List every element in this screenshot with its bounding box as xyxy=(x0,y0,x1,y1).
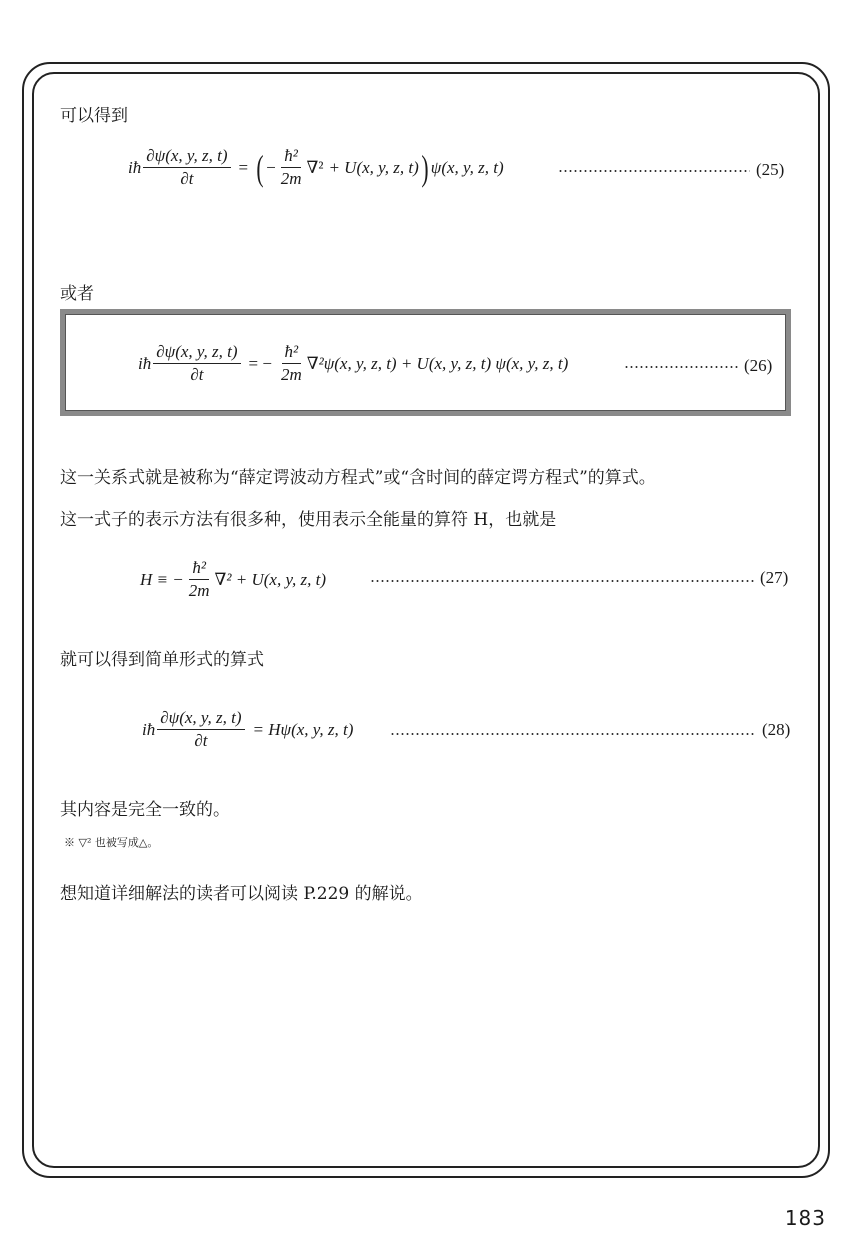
eq25-lhs-num: ∂ψ(x, y, z, t) xyxy=(143,146,230,168)
intro-text-3: 就可以得到简单形式的算式 xyxy=(60,650,264,670)
eq25-number: (25) xyxy=(756,160,785,179)
paragraph-1: 这一关系式就是被称为“薛定谔波动方程式”或“含时间的薛定谔方程式”的算式。 xyxy=(60,468,656,488)
eq28-lhs-prefix: iħ xyxy=(142,719,156,739)
eq26-lhs-num: ∂ψ(x, y, z, t) xyxy=(153,342,240,364)
eq26-hbar-den: 2m xyxy=(280,365,302,384)
eq27-lhs: H ≡ − xyxy=(140,569,184,589)
eq26-hbar-fraction xyxy=(278,342,305,385)
equation-28 xyxy=(142,708,353,751)
eq28-leader-dots xyxy=(390,733,756,735)
eq25-wavefunction: ψ(x, y, z, t) xyxy=(430,157,504,177)
page-frame-inner xyxy=(32,72,820,1168)
eq26-lhs-den: ∂t xyxy=(190,365,204,384)
eq25-potential: + U(x, y, z, t) xyxy=(328,157,419,177)
eq26-leader-dots xyxy=(624,366,738,368)
eq25-lhs-den: ∂t xyxy=(180,169,194,188)
equation-26 xyxy=(138,342,568,385)
eq27-hbar-fraction xyxy=(186,558,213,601)
eq26-equals: = − xyxy=(248,353,272,373)
eq28-lhs-den: ∂t xyxy=(194,731,208,750)
equation-27 xyxy=(140,558,326,601)
eq25-lhs-fraction xyxy=(143,146,230,189)
eq25-hbar-fraction xyxy=(278,146,305,189)
eq25-leader-dots xyxy=(558,170,750,172)
eq25-left-paren: ( xyxy=(256,147,264,188)
eq25-right-paren: ) xyxy=(421,147,429,188)
eq25-hbar-num: ħ² xyxy=(281,146,301,168)
footnote: ※ ▽² 也被写成△。 xyxy=(64,836,159,849)
eq26-lhs-fraction xyxy=(153,342,240,385)
eq25-minus: − xyxy=(266,157,276,177)
eq27-leader-dots xyxy=(370,580,754,582)
eq26-lhs-prefix: iħ xyxy=(138,353,152,373)
eq26-hbar-num: ħ² xyxy=(282,342,302,364)
eq28-rhs: = Hψ(x, y, z, t) xyxy=(252,719,354,739)
eq27-hbar-den: 2m xyxy=(188,581,210,600)
intro-text-1: 可以得到 xyxy=(60,106,128,126)
paragraph-2: 这一式子的表示方法有很多种，使用表示全能量的算符 H，也就是 xyxy=(60,510,557,530)
equation-25 xyxy=(128,146,504,189)
eq26-number: (26) xyxy=(744,356,773,375)
eq28-lhs-fraction xyxy=(157,708,244,751)
eq28-number: (28) xyxy=(762,720,791,739)
eq28-lhs-num: ∂ψ(x, y, z, t) xyxy=(157,708,244,730)
intro-text-2: 或者 xyxy=(60,284,94,304)
eq25-lhs-prefix: iħ xyxy=(128,157,142,177)
eq26-rhs: ∇²ψ(x, y, z, t) + U(x, y, z, t) ψ(x, y, z, t) xyxy=(306,353,569,373)
paragraph-4: 想知道详细解法的读者可以阅读 P.229 的解说。 xyxy=(60,884,423,904)
eq25-nabla: ∇² xyxy=(306,157,324,177)
eq25-hbar-den: 2m xyxy=(280,169,302,188)
eq27-hbar-num: ħ² xyxy=(189,558,209,580)
paragraph-3: 其内容是完全一致的。 xyxy=(60,800,230,820)
eq25-equals: = xyxy=(238,157,249,177)
page-number: 183 xyxy=(784,1206,826,1230)
eq27-number: (27) xyxy=(760,568,789,587)
eq27-rhs: ∇² + U(x, y, z, t) xyxy=(214,569,327,589)
